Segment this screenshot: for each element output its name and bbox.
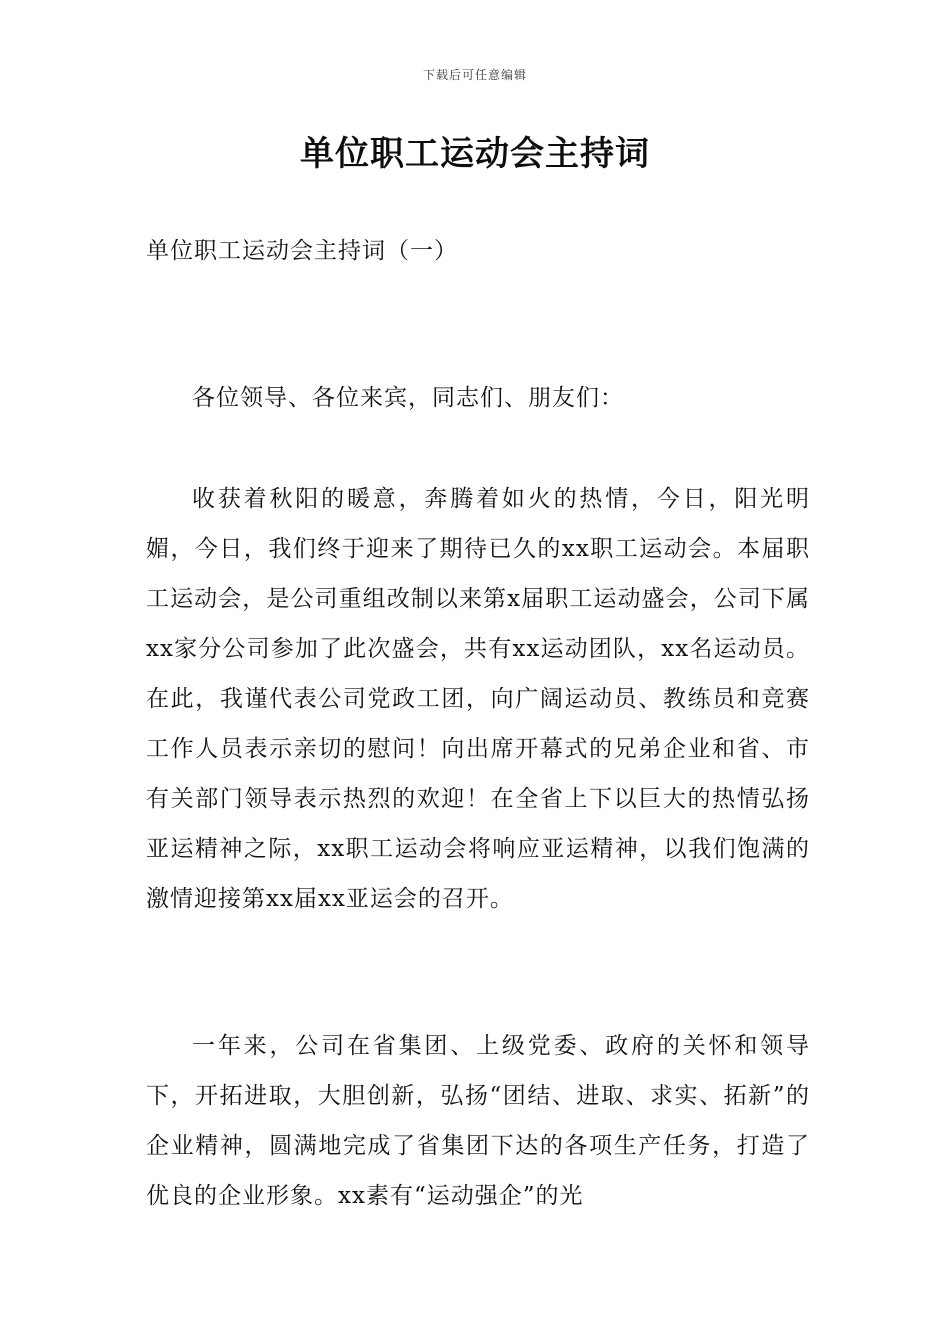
document-title: 单位职工运动会主持词 [300, 134, 650, 174]
section-heading: 单位职工运动会主持词（一） [146, 238, 458, 264]
paragraph-year-review: 一年来，公司在省集团、上级党委、政府的关怀和领导下，开拓进取，大胆创新，弘扬“团结、进取、求实、拓新”的企业精神，圆满地完成了省集团下达的各项生产任务，打造了优良的企业形象。xx素有“运动强企”的光 [146, 1033, 810, 1209]
paragraph-greeting: 各位领导、各位来宾，同志们、朋友们： [192, 385, 624, 411]
header-note: 下载后可任意编辑 [422, 68, 527, 82]
paragraph-opening: 收获着秋阳的暖意，奔腾着如火的热情，今日，阳光明媚，今日，我们终于迎来了期待已久的xx职工运动会。本届职工运动会，是公司重组改制以来第x届职工运动盛会，公司下属xx家分公司参加了此次盛会，共有xx运动团队，xx名运动员。在此，我谨代表公司党政工团，向广阔运动员、教练员和竞赛工作人员表示亲切的慰问！向出席开幕式的兄弟企业和省、市有关部门领导表示热烈的欢迎！在全省上下以巨大的热情弘扬亚运精神之际，xx职工运动会将响应亚运精神，以我们饱满的激情迎接第xx届xx亚运会的召开。 [146, 486, 810, 912]
